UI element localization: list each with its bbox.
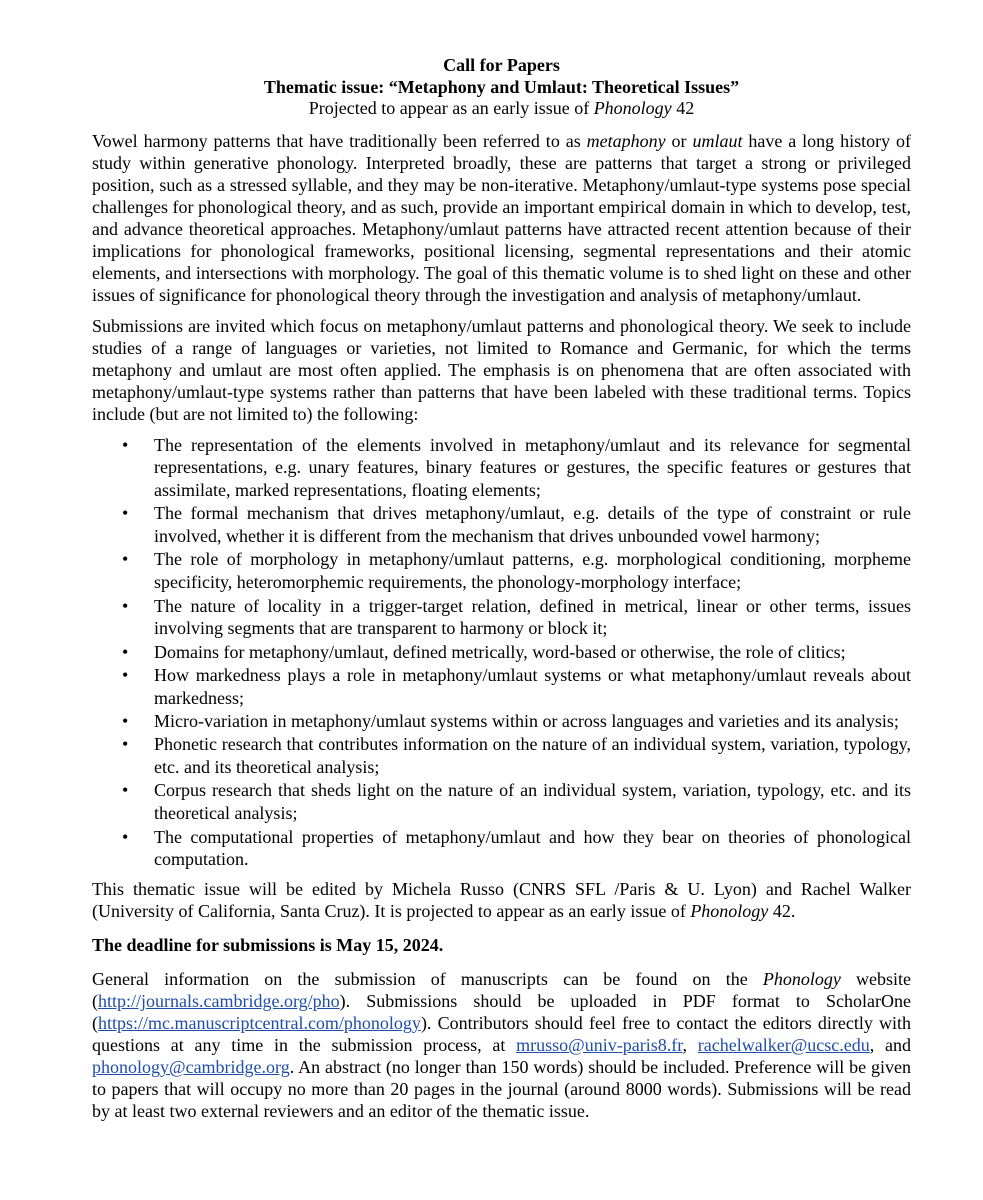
- topic-text: Micro-variation in metaphony/umlaut systems within or across languages and varieties and its analysis;: [154, 711, 899, 732]
- general-text-5: ,: [682, 1035, 698, 1056]
- list-item: [92, 548, 911, 594]
- projected-issue-line: [92, 98, 911, 120]
- list-item: [92, 595, 911, 641]
- bullet-icon: •: [122, 734, 129, 755]
- bullet-icon: •: [122, 780, 129, 801]
- topic-text: Phonetic research that contributes information on the nature of an individual system, variation, typology, etc. and its theoretical analysis;: [154, 734, 911, 778]
- projected-prefix: Projected to appear as an early issue of: [308, 98, 594, 118]
- list-item: [92, 434, 911, 502]
- topic-text: The representation of the elements involved in metaphony/umlaut and its relevance for segmental representations, e.g. unary features, binary features or gestures, the specific features or gestures that assimilate, marked representations, floating elements;: [154, 434, 911, 501]
- topic-text: The computational properties of metaphony/umlaut and how they bear on theories of phonological computation.: [154, 826, 911, 870]
- topic-text: The role of morphology in metaphony/umlaut patterns, e.g. morphological conditioning, morpheme specificity, heteromorphemic requirements, the phonology-morphology interface;: [154, 549, 911, 593]
- journal-name: Phonology: [690, 901, 769, 922]
- list-item: [92, 664, 911, 710]
- bullet-icon: •: [122, 711, 129, 732]
- list-item: [92, 826, 911, 872]
- journal-website-link[interactable]: http://journals.cambridge.org/pho: [98, 991, 340, 1012]
- editors-paragraph: [92, 878, 911, 922]
- general-text-4: ). Contributors should feel free to contact the editors directly with questions at any time in the submission process, at: [92, 1013, 911, 1056]
- intro-term-umlaut: umlaut: [692, 130, 743, 151]
- email-link-phonology[interactable]: phonology@cambridge.org: [92, 1057, 290, 1078]
- submissions-paragraph: Submissions are invited which focus on metaphony/umlaut patterns and phonological theory. We seek to include studies of a range of languages or varieties, not limited to Romance and Germanic, for which the terms metaphony and umlaut are most often applied. The emphasis is on phenomena that are often associated with metaphony/umlaut-type systems rather than patterns that have been labeled with these traditional terms. Topics include (but are not limited to) the following:: [92, 315, 911, 424]
- general-text-6: , and: [869, 1035, 911, 1056]
- list-item: [92, 779, 911, 825]
- list-item: [92, 710, 911, 733]
- email-link-russo[interactable]: mrusso@univ-paris8.fr: [516, 1035, 683, 1056]
- header-block: [92, 55, 911, 120]
- list-item: [92, 733, 911, 779]
- intro-text-2: or: [665, 130, 693, 151]
- general-text-2: website (: [92, 969, 912, 1012]
- projected-suffix: 42: [671, 98, 695, 118]
- intro-term-metaphony: metaphony: [586, 130, 666, 151]
- editors-text-2: 42.: [768, 901, 796, 922]
- editors-text-1: This thematic issue will be edited by Michela Russo (CNRS SFL /Paris & U. Lyon) and Rachel Walker (University of California, Santa Cruz). It is projected to appear as an early issue of: [92, 879, 911, 922]
- bullet-icon: •: [122, 595, 129, 616]
- email-link-walker[interactable]: rachelwalker@ucsc.edu: [697, 1035, 870, 1056]
- journal-name: Phonology: [762, 969, 841, 990]
- topics-list: [92, 434, 911, 872]
- intro-text-1: Vowel harmony patterns that have traditionally been referred to as: [92, 130, 587, 151]
- list-item: [92, 641, 911, 664]
- topic-text: Corpus research that sheds light on the nature of an individual system, variation, typology, etc. and its theoretical analysis;: [154, 780, 911, 824]
- general-text-1: General information on the submission of manuscripts can be found on the: [92, 969, 763, 990]
- thematic-issue-title: Thematic issue: “Metaphony and Umlaut: Theoretical Issues”: [263, 76, 740, 97]
- scholarone-link[interactable]: https://mc.manuscriptcentral.com/phonology: [98, 1013, 421, 1034]
- topic-text: The formal mechanism that drives metaphony/umlaut, e.g. details of the type of constraint or rule involved, whether it is different from the mechanism that drives unbounded vowel harmony;: [154, 503, 911, 547]
- topic-text: Domains for metaphony/umlaut, defined metrically, word-based or otherwise, the role of clitics;: [154, 641, 846, 662]
- bullet-icon: •: [122, 549, 129, 570]
- journal-name: Phonology: [593, 98, 672, 118]
- topic-text: How markedness plays a role in metaphony/umlaut systems or what metaphony/umlaut reveals about markedness;: [154, 664, 911, 708]
- deadline-statement: The deadline for submissions is May 15, 2024.: [92, 935, 444, 956]
- intro-text-3: have a long history of study within generative phonology. Interpreted broadly, these are patterns that target a strong or privileged position, such as a stressed syllable, and they may be non-iterative. Metaphony/umlaut-type systems pose special challenges for phonological theory, and as such, provide an important empirical domain in which to develop, test, and advance theoretical approaches. Metaphony/umlaut patterns have attracted recent attention because of their implications for phonological frameworks, positional licensing, segmental representations and their atomic elements, and intersections with morphology. The goal of this thematic volume is to shed light on these and other issues of significance for phonological theory through the investigation and analysis of metaphony/umlaut.: [92, 130, 912, 305]
- bullet-icon: •: [122, 826, 129, 847]
- bullet-icon: •: [122, 641, 129, 662]
- general-text-3: ). Submissions should be uploaded in PDF format to ScholarOne (: [92, 991, 911, 1034]
- bullet-icon: •: [122, 434, 129, 455]
- list-item: [92, 502, 911, 548]
- document-page: [92, 55, 911, 1122]
- call-for-papers-title: Call for Papers: [443, 55, 560, 75]
- general-text-7: . An abstract (no longer than 150 words) should be included. Preference will be given to papers that will occupy no more than 20 pages in the journal (around 8000 words). Submissions will be read by at least two external reviewers and an editor of the thematic issue.: [92, 1057, 911, 1122]
- bullet-icon: •: [122, 664, 129, 685]
- intro-paragraph: [92, 130, 911, 306]
- general-info-paragraph: [92, 968, 911, 1122]
- bullet-icon: •: [122, 503, 129, 524]
- topic-text: The nature of locality in a trigger-target relation, defined in metrical, linear or other terms, issues involving segments that are transparent to harmony or block it;: [154, 595, 911, 639]
